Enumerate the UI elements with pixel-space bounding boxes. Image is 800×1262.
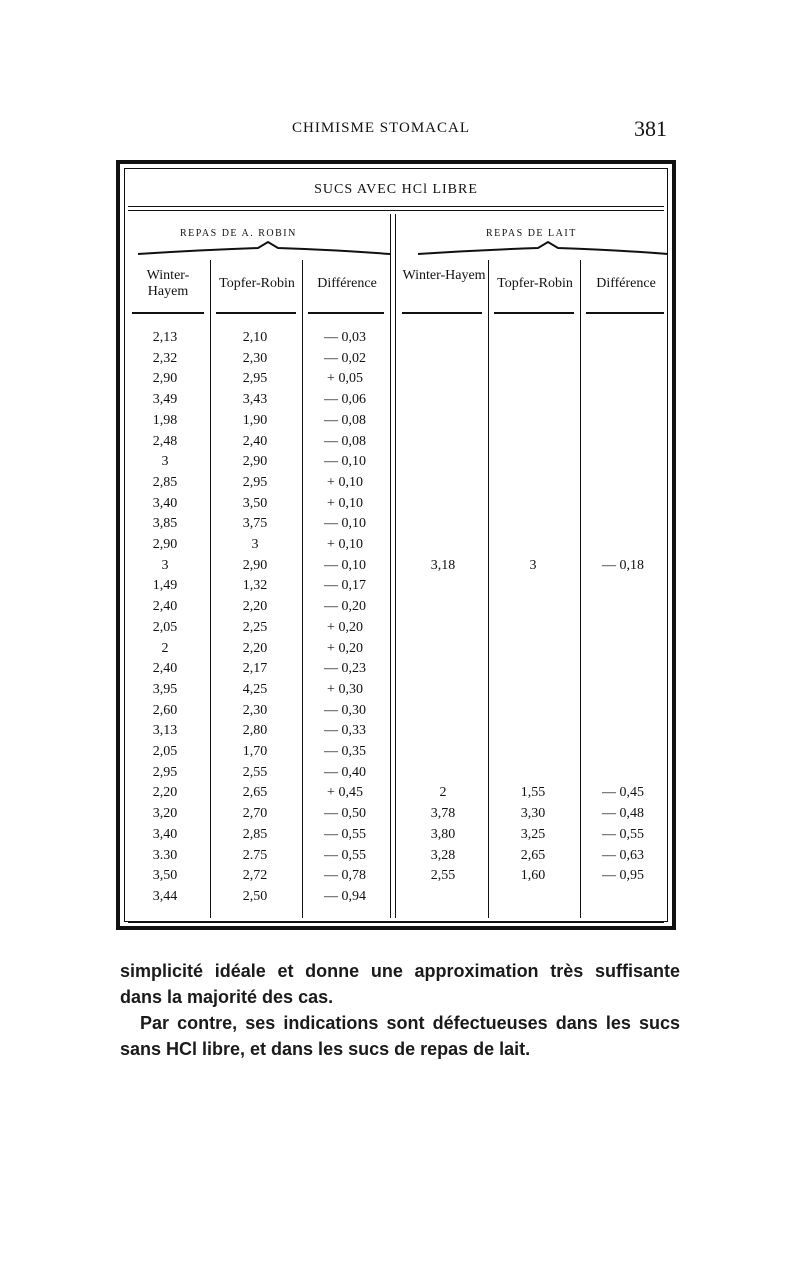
table-cell-left-r20-c1: 1,70 [242, 744, 268, 759]
center-divider-double [395, 214, 396, 918]
table-cell-left-r10-c1: 3 [251, 537, 259, 552]
table-cell-left-r14-c2: + 0,20 [327, 619, 363, 635]
table-cell-left-r20-c2: — 0,35 [324, 744, 366, 759]
table-cell-left-r12-c1: 1,32 [242, 578, 268, 594]
table-cell-left-r12-c0: 1,49 [152, 578, 178, 594]
table-cell-left-r12-c2: — 0,17 [324, 578, 366, 594]
data-table [116, 160, 676, 930]
column-header-topfer-robin: Topfer-Robin [219, 276, 295, 291]
table-cell-left-r21-c1: 2,55 [242, 764, 268, 780]
table-cell-left-r17-c1: 4,25 [242, 681, 268, 697]
table-cell-left-r7-c2: + 0,10 [327, 474, 363, 490]
column-header-difference: Différence [317, 276, 377, 291]
table-cell-left-r27-c2: — 0,94 [324, 888, 366, 904]
table-cell-left-r1-c1: 2,30 [242, 350, 268, 366]
center-divider [390, 214, 391, 918]
table-cell-left-r19-c0: 3,13 [152, 723, 178, 739]
table-cell-left-r9-c1: 3,75 [242, 516, 268, 532]
column-header-winter-hayem: Winter-Hayem [146, 268, 190, 299]
table-cell-right-r23-c1: 3,30 [520, 806, 546, 822]
table-cell-right-r22-c1: 1,55 [520, 785, 546, 801]
table-cell-left-r27-c1: 2,50 [242, 888, 268, 904]
table-cell-left-r3-c2: — 0,06 [324, 392, 366, 408]
table-cell-left-r5-c2: — 0,08 [324, 433, 366, 449]
table-cell-left-r7-c0: 2,85 [152, 474, 178, 490]
table-cell-left-r8-c1: 3,50 [242, 495, 268, 511]
table-cell-left-r14-c0: 2,05 [152, 619, 178, 635]
table-cell-left-r21-c0: 2,95 [152, 764, 178, 780]
table-cell-left-r10-c0: 2,90 [152, 537, 178, 552]
running-head [0, 116, 800, 144]
table-cell-right-r22-c2: — 0,45 [602, 785, 644, 801]
table-cell-left-r15-c2: + 0,20 [327, 640, 363, 656]
table-cell-left-r23-c0: 3,20 [152, 806, 178, 822]
table-cell-left-r0-c2: — 0,03 [324, 330, 366, 345]
table-cell-left-r8-c0: 3,40 [152, 495, 178, 511]
table-cell-right-r26-c1: 1,60 [520, 868, 546, 884]
group-header-robin: REPAS DE A. ROBIN [180, 228, 297, 239]
table-cell-left-r19-c2: — 0,33 [324, 723, 366, 739]
table-cell-left-r2-c0: 2,90 [152, 371, 178, 387]
table-cell-left-r1-c0: 2,32 [152, 350, 178, 366]
table-cell-right-r23-c2: — 0,48 [602, 806, 644, 822]
table-cell-left-r27-c0: 3,44 [152, 888, 178, 904]
table-cell-left-r18-c0: 2,60 [152, 702, 178, 718]
column-header-topfer-robin-lait: Topfer-Robin [497, 276, 573, 291]
column-header-difference-lait: Différence [596, 276, 656, 291]
table-cell-left-r6-c2: — 0,10 [324, 454, 366, 470]
column-header-winter-hayem-lait: Winter-Hayem [402, 268, 486, 283]
table-cell-left-r22-c0: 2,20 [152, 785, 178, 801]
table-cell-left-r22-c2: + 0,45 [327, 785, 363, 801]
table-cell-left-r21-c2: — 0,40 [324, 764, 366, 780]
table-cell-left-r2-c2: + 0,05 [327, 371, 363, 387]
table-cell-left-r4-c2: — 0,08 [324, 412, 366, 428]
table-cell-right-r26-c0: 2,55 [430, 868, 456, 884]
table-cell-left-r15-c1: 2,20 [242, 640, 268, 656]
header-underline-3 [308, 312, 384, 314]
table-cell-left-r5-c1: 2,40 [242, 433, 268, 449]
table-cell-left-r6-c0: 3 [161, 454, 169, 470]
table-cell-right-r24-c1: 3,25 [520, 826, 546, 842]
table-cell-left-r25-c0: 3.30 [152, 847, 178, 863]
table-cell-left-r23-c1: 2,70 [242, 806, 268, 822]
table-cell-left-r19-c1: 2,80 [242, 723, 268, 739]
table-cell-right-r11-c0: 3,18 [430, 557, 456, 573]
table-cell-right-r25-c0: 3,28 [430, 847, 456, 863]
table-cell-left-r24-c0: 3,40 [152, 826, 178, 842]
table-cell-left-r3-c0: 3,49 [152, 392, 178, 408]
header-underline-1 [132, 312, 204, 314]
title-rule [128, 206, 664, 207]
bottom-rule [128, 922, 664, 923]
header-underline-5 [494, 312, 574, 314]
table-cell-left-r11-c1: 2,90 [242, 557, 268, 573]
table-cell-right-r26-c2: — 0,95 [602, 868, 644, 884]
table-cell-left-r5-c0: 2,48 [152, 433, 178, 449]
table-cell-right-r24-c0: 3,80 [430, 826, 456, 842]
body-text [120, 958, 680, 1062]
title-rule-double [128, 210, 664, 211]
table-cell-right-r22-c0: 2 [439, 785, 447, 801]
table-cell-left-r9-c2: — 0,10 [324, 516, 366, 532]
group-header-lait: REPAS DE LAIT [486, 228, 577, 239]
table-cell-left-r24-c2: — 0,55 [324, 826, 366, 842]
table-cell-left-r13-c1: 2,20 [242, 599, 268, 615]
table-cell-left-r2-c1: 2,95 [242, 371, 268, 387]
table-cell-left-r13-c2: — 0,20 [324, 599, 366, 615]
table-cell-left-r1-c2: — 0,02 [324, 350, 366, 366]
table-cell-left-r16-c1: 2,17 [242, 661, 268, 677]
page-number: 381 [634, 116, 667, 141]
table-cell-left-r9-c0: 3,85 [152, 516, 178, 532]
table-cell-left-r13-c0: 2,40 [152, 599, 178, 615]
table-cell-left-r6-c1: 2,90 [242, 454, 268, 470]
body-paragraph-2: Par contre, ses indications sont défectueuses dans les sucs sans HCl libre, et dans les sucs de repas de lait. [120, 1013, 680, 1059]
group-braces [128, 240, 672, 260]
table-cell-left-r16-c2: — 0,23 [324, 661, 366, 677]
table-cell-left-r11-c2: — 0,10 [324, 557, 366, 573]
table-cell-left-r26-c0: 3,50 [152, 868, 178, 884]
table-cell-left-r25-c2: — 0,55 [324, 847, 366, 863]
table-cell-left-r10-c2: + 0,10 [327, 537, 363, 552]
table-cell-left-r22-c1: 2,65 [242, 785, 268, 801]
table-cell-left-r0-c1: 2,10 [242, 330, 268, 345]
header-underline-6 [586, 312, 664, 314]
table-cell-left-r25-c1: 2.75 [242, 847, 268, 863]
table-cell-left-r17-c0: 3,95 [152, 681, 178, 697]
table-cell-left-r18-c2: — 0,30 [324, 702, 366, 718]
header-underline-2 [216, 312, 296, 314]
table-cell-left-r24-c1: 2,85 [242, 826, 268, 842]
table-cell-right-r25-c2: — 0,63 [602, 847, 644, 863]
table-cell-left-r4-c0: 1,98 [152, 412, 178, 428]
table-cell-left-r11-c0: 3 [161, 557, 169, 573]
table-cell-left-r23-c2: — 0,50 [324, 806, 366, 822]
table-cell-left-r4-c1: 1,90 [242, 412, 268, 428]
table-cell-left-r26-c2: — 0,78 [324, 868, 366, 884]
table-title: SUCS AVEC HCl LIBRE [314, 182, 478, 197]
table-cell-left-r18-c1: 2,30 [242, 702, 268, 718]
table-cell-left-r0-c0: 2,13 [152, 330, 178, 345]
table-cell-right-r11-c2: — 0,18 [602, 557, 644, 573]
body-paragraph-1: simplicité idéale et donne une approximation très suffisante dans la majorité des cas. [120, 961, 680, 1007]
table-cell-right-r25-c1: 2,65 [520, 847, 546, 863]
table-cell-left-r3-c1: 3,43 [242, 392, 268, 408]
table-cell-left-r14-c1: 2,25 [242, 619, 268, 635]
table-cell-left-r26-c1: 2,72 [242, 868, 268, 884]
table-cell-right-r11-c1: 3 [529, 557, 537, 573]
header-underline-4 [402, 312, 482, 314]
table-cell-left-r20-c0: 2,05 [152, 744, 178, 759]
table-cell-left-r16-c0: 2,40 [152, 661, 178, 677]
table-cell-right-r24-c2: — 0,55 [602, 826, 644, 842]
table-cell-left-r15-c0: 2 [161, 640, 169, 656]
table-cell-right-r23-c0: 3,78 [430, 806, 456, 822]
table-cell-left-r17-c2: + 0,30 [327, 681, 363, 697]
running-title: CHIMISME STOMACAL [292, 120, 470, 136]
table-cell-left-r8-c2: + 0,10 [327, 495, 363, 511]
table-cell-left-r7-c1: 2,95 [242, 474, 268, 490]
